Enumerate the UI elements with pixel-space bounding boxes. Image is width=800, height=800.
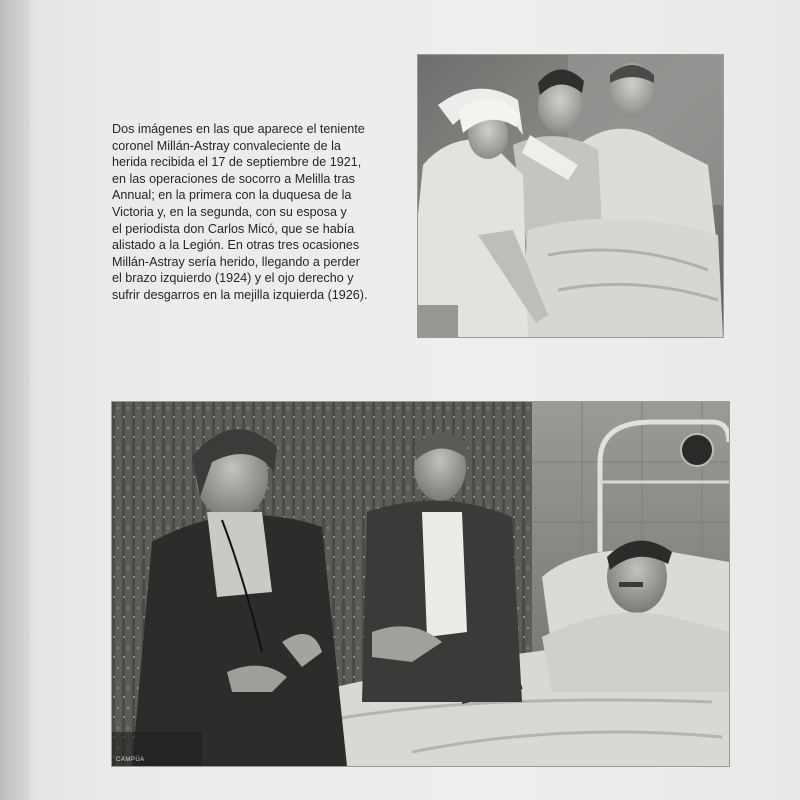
caption-line: sufrir desgarros en la mejilla izquierda (1926). — [112, 287, 368, 302]
caption-line: el periodista don Carlos Micó, que se había — [112, 221, 355, 236]
caption-line: Annual; en la primera con la duquesa de la — [112, 188, 352, 203]
caption-line: Victoria y, en la segunda, con su esposa y — [112, 204, 347, 219]
caption-line: Millán-Astray sería herido, llegando a perder — [112, 254, 360, 269]
caption-line: Dos imágenes en las que aparece el teniente — [112, 122, 365, 136]
photo-hospital-bed-image — [112, 402, 729, 766]
caption-line: en las operaciones de socorro a Melilla tras — [112, 171, 355, 186]
caption-line: herida recibida el 17 de septiembre de 1921, — [112, 155, 362, 170]
photo-hospital-duchess — [418, 55, 723, 337]
photo-hospital-duchess-image — [418, 55, 723, 337]
caption-line: coronel Millán-Astray convaleciente de la — [112, 138, 341, 153]
photo-caption — [112, 121, 402, 304]
photo-credit: CAMPÚA — [116, 757, 145, 763]
caption-line: el brazo izquierdo (1924) y el ojo derecho y — [112, 271, 354, 286]
photo-hospital-bed — [112, 402, 729, 766]
book-gutter — [0, 0, 30, 800]
caption-line: alistado a la Legión. En otras tres ocasiones — [112, 238, 360, 253]
